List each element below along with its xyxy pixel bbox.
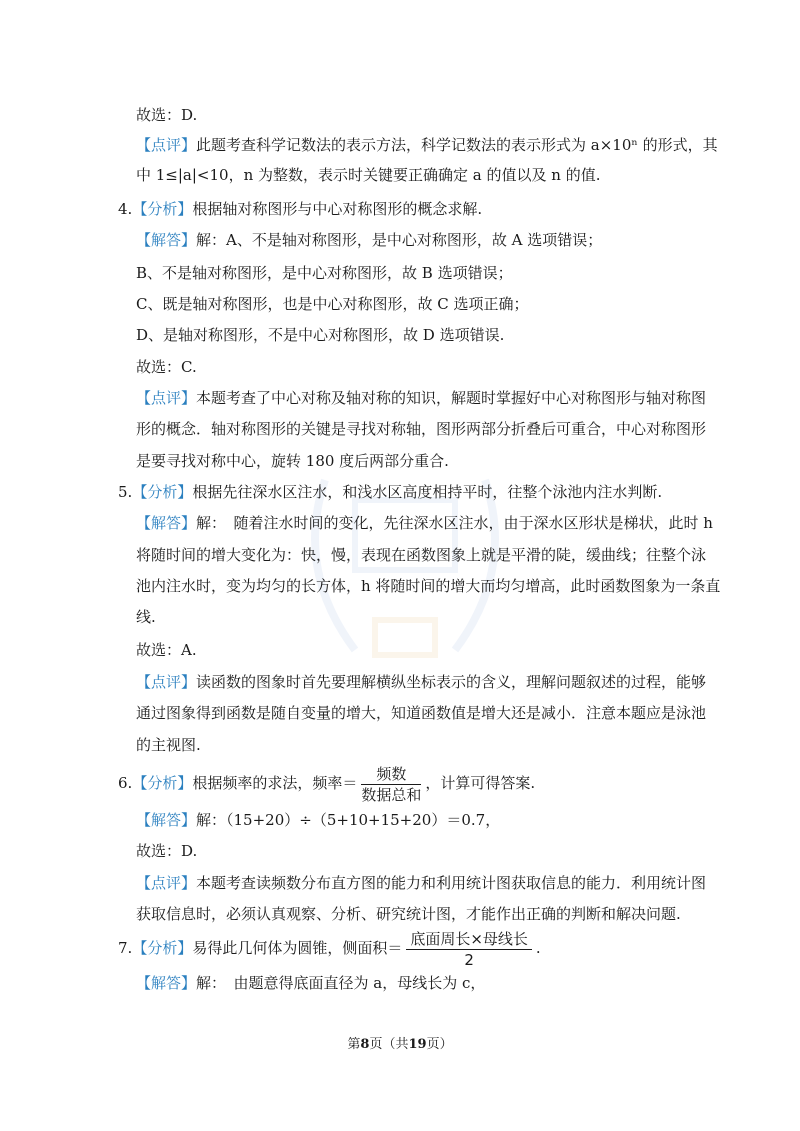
footer-prefix: 第 (347, 1037, 361, 1052)
q7-analysis-text: 易得此几何体为圆锥，侧面积＝ (192, 939, 403, 957)
comment-line (136, 134, 718, 156)
comment-tag: 【点评】 (136, 673, 197, 691)
q5-comment-text: 读函数的图象时首先要理解横纵坐标表示的含义，理解问题叙述的过程，能够 (196, 673, 707, 691)
q5-line-2: 将随时间的增大变化为：快，慢，表现在函数图象上就是平滑的陡，缓曲线；往整个泳 (136, 546, 707, 564)
solution-tag: 【解答】 (136, 231, 197, 249)
q7-analysis-line (118, 928, 541, 969)
q4-comment-line-2: 形的概念．轴对称图形的关键是寻找对称轴，图形两部分折叠后可重合，中心对称图形 (136, 420, 707, 438)
q7-number: 7. (118, 939, 133, 957)
q5-comment-line-2: 通过图象得到函数是随自变量的增大，知道函数值是增大还是减小．注意本题应是泳池 (136, 704, 707, 722)
q4-solution-text: 解：A、不是轴对称图形，是中心对称图形，故 A 选项错误； (196, 231, 603, 249)
analysis-tag: 【分析】 (132, 483, 193, 501)
footer-suffix: 页） (426, 1037, 453, 1052)
q7-solution-line (136, 972, 485, 994)
analysis-tag: 【分析】 (132, 939, 193, 957)
q4-line-c: C、既是轴对称图形，也是中心对称图形，故 C 选项正确； (136, 295, 529, 313)
analysis-tag: 【分析】 (132, 200, 193, 218)
fraction-denominator: 数据总和 (361, 785, 422, 804)
q4-comment-line-3: 是要寻找对称中心，旋转 180 度后两部分重合. (136, 452, 449, 470)
q7-solution-text: 解： 由题意得底面直径为 a，母线长为 c， (196, 974, 486, 992)
comment-text: 此题考查科学记数法的表示方法，科学记数法的表示形式为 a×10ⁿ 的形式，其 (196, 136, 718, 154)
q5-solution-text: 解： 随着注水时间的变化，先往深水区注水，由于深水区形状是梯状，此时 h (196, 514, 713, 532)
q4-number: 4. (118, 200, 133, 218)
q4-line-b: B、不是轴对称图形，是中心对称图形，故 B 选项错误； (136, 264, 513, 282)
fraction-numerator: 频数 (361, 765, 421, 785)
q4-solution-line (136, 229, 602, 251)
solution-tag: 【解答】 (136, 811, 197, 829)
solution-tag: 【解答】 (136, 514, 197, 532)
q4-analysis-line (118, 198, 482, 220)
q5-answer: 故选：A. (136, 641, 197, 659)
page-footer (0, 1033, 800, 1052)
q5-number: 5. (118, 483, 133, 501)
q6-number: 6. (118, 774, 133, 792)
q4-comment-text: 本题考查了中心对称及轴对称的知识，解题时掌握好中心对称图形与轴对称图 (196, 389, 707, 407)
comment-tag: 【点评】 (136, 136, 197, 154)
footer-page-number: 8 (360, 1037, 370, 1052)
q5-line-4: 线. (136, 608, 156, 626)
q7-analysis-tail: . (535, 939, 541, 957)
solution-tag: 【解答】 (136, 974, 197, 992)
q5-solution-line (136, 512, 713, 534)
q6-comment-line-2: 获取信息时，必须认真观察、分析、研究统计图，才能作出正确的判断和解决问题. (136, 905, 681, 923)
analysis-tag: 【分析】 (132, 774, 193, 792)
q6-solution-line (136, 809, 500, 831)
q5-analysis-line (118, 481, 662, 503)
q4-line-d: D、是轴对称图形，不是中心对称图形，故 D 选项错误. (136, 326, 505, 344)
footer-total-pages: 19 (408, 1037, 427, 1052)
comment-tag: 【点评】 (136, 874, 197, 892)
frequency-fraction (361, 765, 421, 804)
comment-line-2: 中 1≤|a|<10，n 为整数，表示时关键要正确确定 a 的值以及 n 的值. (136, 166, 601, 184)
q6-analysis-tail: ，计算可得答案. (425, 774, 536, 792)
lateral-area-fraction (406, 930, 532, 969)
answer-line: 故选：D. (136, 106, 198, 124)
q6-answer: 故选：D. (136, 842, 198, 860)
footer-middle: 页（共 (369, 1037, 409, 1052)
q5-comment-line (136, 671, 706, 693)
q5-comment-line-3: 的主视图. (136, 736, 201, 754)
q5-line-3: 池内注水时，变为均匀的长方体，h 将随时间的增大而均匀增高，此时函数图象为一条直 (136, 577, 721, 595)
q6-comment-text: 本题考查读频数分布直方图的能力和利用统计图获取信息的能力．利用统计图 (196, 874, 707, 892)
q5-analysis-text: 根据先往深水区注水，和浅水区高度相持平时，往整个泳池内注水判断. (192, 483, 663, 501)
q4-answer: 故选：C. (136, 358, 197, 376)
fraction-numerator: 底面周长×母线长 (406, 930, 532, 950)
comment-tag: 【点评】 (136, 389, 197, 407)
q6-analysis-line (118, 763, 535, 804)
q6-analysis-text: 根据频率的求法，频率＝ (192, 774, 358, 792)
q4-comment-line (136, 387, 706, 409)
q6-solution-text: 解：（15+20）÷（5+10+15+20）＝0.7， (196, 811, 501, 829)
q6-comment-line (136, 872, 706, 894)
q4-analysis-text: 根据轴对称图形与中心对称图形的概念求解. (192, 200, 483, 218)
fraction-denominator: 2 (464, 950, 474, 969)
